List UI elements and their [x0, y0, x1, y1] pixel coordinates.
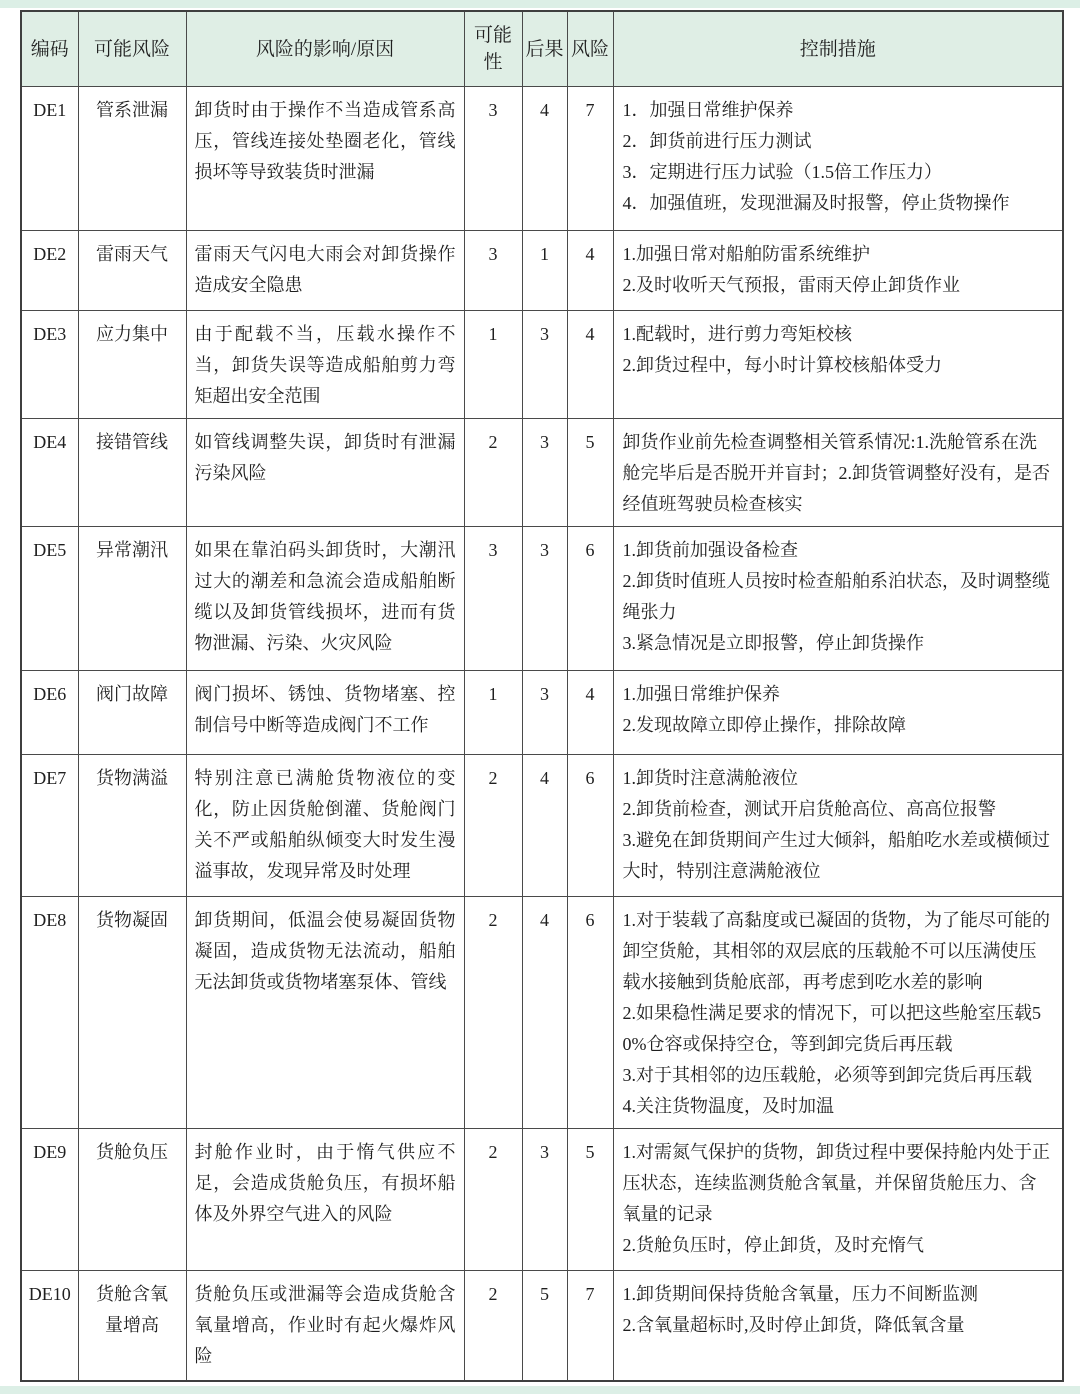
measure-line: 4．加强值班，发现泄漏及时报警，停止货物操作: [622, 193, 1010, 213]
possibility-cell: 2: [464, 755, 522, 897]
impact-cell: 特别注意已满舱货物液位的变化，防止因货舱倒灌、货舱阀门关不严或船舶纵倾变大时发生漫溢事故，发现异常及时处理: [186, 755, 464, 897]
table-header-row: [21, 11, 1063, 87]
measures-cell: [613, 419, 1063, 527]
risk-value-cell: 4: [567, 671, 613, 755]
measures-cell: [613, 671, 1063, 755]
header-risk: 风险: [567, 11, 613, 87]
impact-cell: 卸货期间，低温会使易凝固货物凝固，造成货物无法流动，船舶无法卸货或货物堵塞泵体、管线: [186, 897, 464, 1129]
table-row-de9: [21, 1129, 1063, 1271]
possibility-cell: 2: [464, 1129, 522, 1271]
measure-line: 2.及时收听天气预报，雷雨天停止卸货作业: [622, 275, 960, 295]
measures-cell: [613, 897, 1063, 1129]
measure-line: 2.卸货过程中，每小时计算校核船体受力: [622, 355, 942, 375]
code-cell: DE7: [21, 755, 78, 897]
impact-cell: 如果在靠泊码头卸货时，大潮汛过大的潮差和急流会造成船舶断缆以及卸货管线损坏，进而有货物泄漏、污染、火灾风险: [186, 527, 464, 671]
consequence-cell: 3: [522, 311, 567, 419]
risk-value-cell: 4: [567, 311, 613, 419]
impact-cell: 阀门损坏、锈蚀、货物堵塞、控制信号中断等造成阀门不工作: [186, 671, 464, 755]
consequence-cell: 3: [522, 671, 567, 755]
measure-line: 1.对于装载了高黏度或已凝固的货物，为了能尽可能的卸空货舱，其相邻的双层底的压载舱不可以压满使压载水接触到货舱底部，再考虑到吃水差的影响: [622, 910, 1050, 992]
code-cell: DE4: [21, 419, 78, 527]
measure-line: 1.卸货期间保持货舱含氧量，压力不间断监测: [622, 1284, 978, 1304]
risk-value-cell: 6: [567, 897, 613, 1129]
page-bottom-band: [0, 1386, 1080, 1394]
risk-name-cell: 管系泄漏: [78, 87, 186, 231]
code-cell: DE9: [21, 1129, 78, 1271]
measure-line: 1．加强日常维护保养: [622, 100, 794, 120]
possibility-cell: 3: [464, 87, 522, 231]
code-cell: DE6: [21, 671, 78, 755]
consequence-cell: 4: [522, 755, 567, 897]
measure-line: 卸货作业前先检查调整相关管系情况:1.洗舱管系在洗舱完毕后是否脱开并盲封；2.卸货管调整好没有，是否经值班驾驶员检查核实: [622, 432, 1050, 514]
measures-cell: [613, 1129, 1063, 1271]
table-row-de4: [21, 419, 1063, 527]
consequence-cell: 4: [522, 87, 567, 231]
impact-cell: 货舱负压或泄漏等会造成货舱含氧量增高，作业时有起火爆炸风险: [186, 1271, 464, 1381]
table-row-de2: [21, 231, 1063, 311]
measure-line: 3.对于其相邻的边压载舱，必须等到卸完货后再压载: [622, 1065, 1032, 1085]
code-cell: DE3: [21, 311, 78, 419]
risk-value-cell: 4: [567, 231, 613, 311]
risk-table: [20, 10, 1064, 1382]
risk-name-cell: 雷雨天气: [78, 231, 186, 311]
possibility-cell: 3: [464, 231, 522, 311]
possibility-cell: 1: [464, 311, 522, 419]
header-code: 编码: [21, 11, 78, 87]
consequence-cell: 1: [522, 231, 567, 311]
table-row-de10: [21, 1271, 1063, 1381]
measures-cell: [613, 755, 1063, 897]
measure-line: 2．卸货前进行压力测试: [622, 131, 812, 151]
impact-cell: 由于配载不当，压载水操作不当，卸货失误等造成船舶剪力弯矩超出安全范围: [186, 311, 464, 419]
impact-cell: 如管线调整失误，卸货时有泄漏污染风险: [186, 419, 464, 527]
measure-line: 3.避免在卸货期间产生过大倾斜，船舶吃水差或横倾过大时，特别注意满舱液位: [622, 830, 1050, 881]
risk-value-cell: 6: [567, 527, 613, 671]
code-cell: DE2: [21, 231, 78, 311]
possibility-cell: 2: [464, 419, 522, 527]
consequence-cell: 5: [522, 1271, 567, 1381]
impact-cell: 卸货时由于操作不当造成管系高压，管线连接处垫圈老化，管线损坏等导致装货时泄漏: [186, 87, 464, 231]
measures-cell: [613, 311, 1063, 419]
measure-line: 3.紧急情况是立即报警，停止卸货操作: [622, 633, 924, 653]
possibility-cell: 1: [464, 671, 522, 755]
measure-line: 1.卸货时注意满舱液位: [622, 768, 798, 788]
table-row-de3: [21, 311, 1063, 419]
measure-line: 1.卸货前加强设备检查: [622, 540, 798, 560]
measure-line: 1.加强日常对船舶防雷系统维护: [622, 244, 870, 264]
risk-name-cell: 异常潮汛: [78, 527, 186, 671]
risk-name-cell: 阀门故障: [78, 671, 186, 755]
measures-cell: [613, 231, 1063, 311]
measures-cell: [613, 1271, 1063, 1381]
risk-name-cell: 应力集中: [78, 311, 186, 419]
risk-name-cell: 货舱含氧量增高: [78, 1271, 186, 1381]
possibility-cell: 3: [464, 527, 522, 671]
measure-line: 3．定期进行压力试验（1.5倍工作压力）: [622, 162, 942, 182]
table-row-de8: [21, 897, 1063, 1129]
impact-cell: 雷雨天气闪电大雨会对卸货操作造成安全隐患: [186, 231, 464, 311]
table-row-de1: [21, 87, 1063, 231]
risk-name-cell: 货舱负压: [78, 1129, 186, 1271]
impact-cell: 封舱作业时，由于惰气供应不足，会造成货舱负压，有损坏船体及外界空气进入的风险: [186, 1129, 464, 1271]
header-possibility: 可能性: [464, 11, 522, 87]
measure-line: 2.含氧量超标时,及时停止卸货，降低氧含量: [622, 1315, 965, 1335]
risk-name-cell: 货物满溢: [78, 755, 186, 897]
code-cell: DE1: [21, 87, 78, 231]
consequence-cell: 3: [522, 1129, 567, 1271]
measures-cell: [613, 527, 1063, 671]
table-row-de5: [21, 527, 1063, 671]
measure-line: 1.加强日常维护保养: [622, 684, 780, 704]
measures-cell: [613, 87, 1063, 231]
measure-line: 2.如果稳性满足要求的情况下，可以把这些舱室压载50%仓容或保持空仓，等到卸完货后再压载: [622, 1003, 1041, 1054]
risk-value-cell: 7: [567, 87, 613, 231]
measure-line: 2.卸货前检查，测试开启货舱高位、高高位报警: [622, 799, 996, 819]
consequence-cell: 3: [522, 419, 567, 527]
measure-line: 2.货舱负压时，停止卸货，及时充惰气: [622, 1235, 924, 1255]
risk-value-cell: 6: [567, 755, 613, 897]
header-possible-risk: 可能风险: [78, 11, 186, 87]
possibility-cell: 2: [464, 1271, 522, 1381]
page-top-band: [0, 0, 1080, 8]
measure-line: 4.关注货物温度，及时加温: [622, 1096, 834, 1116]
code-cell: DE10: [21, 1271, 78, 1381]
measure-line: 2.发现故障立即停止操作，排除故障: [622, 715, 906, 735]
header-impact-cause: 风险的影响/原因: [186, 11, 464, 87]
risk-value-cell: 5: [567, 1129, 613, 1271]
table-row-de7: [21, 755, 1063, 897]
risk-name-cell: 接错管线: [78, 419, 186, 527]
risk-name-cell: 货物凝固: [78, 897, 186, 1129]
measure-line: 1.对需氮气保护的货物，卸货过程中要保持舱内处于正压状态，连续监测货舱含氧量，并保留货舱压力、含氧量的记录: [622, 1142, 1050, 1224]
consequence-cell: 4: [522, 897, 567, 1129]
table-row-de6: [21, 671, 1063, 755]
header-consequence: 后果: [522, 11, 567, 87]
code-cell: DE8: [21, 897, 78, 1129]
measure-line: 2.卸货时值班人员按时检查船舶系泊状态，及时调整缆绳张力: [622, 571, 1050, 622]
code-cell: DE5: [21, 527, 78, 671]
header-control-measures: 控制措施: [613, 11, 1063, 87]
consequence-cell: 3: [522, 527, 567, 671]
risk-value-cell: 5: [567, 419, 613, 527]
possibility-cell: 2: [464, 897, 522, 1129]
risk-value-cell: 7: [567, 1271, 613, 1381]
measure-line: 1.配载时，进行剪力弯矩校核: [622, 324, 852, 344]
